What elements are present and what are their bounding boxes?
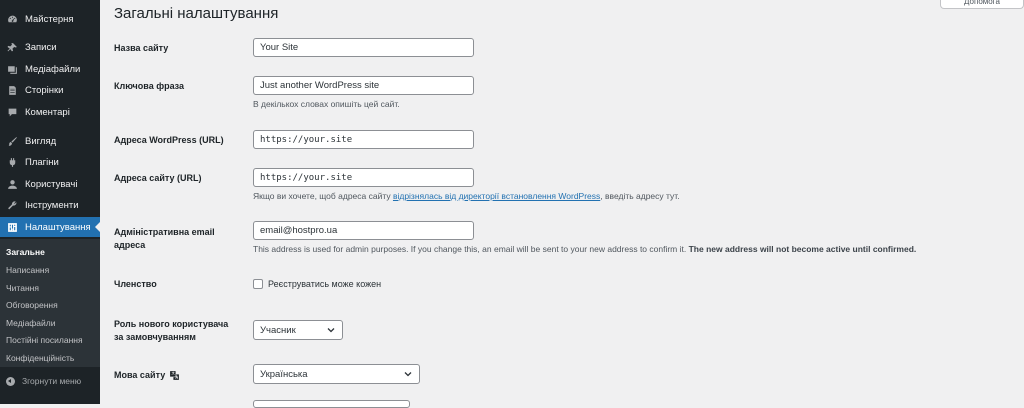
language-select[interactable] [253,364,420,384]
site-url-label: Адреса сайту (URL) [114,173,202,183]
page-title: Загальні налаштування [114,5,279,22]
sidebar-item-comments[interactable] [0,102,100,122]
site-title-label: Назва сайту [114,43,169,53]
tagline-input[interactable] [253,76,474,95]
site-url-input[interactable] [253,168,474,187]
admin-email-description [253,244,916,254]
sidebar-item-media[interactable] [0,59,100,79]
site-title-input[interactable] [253,38,474,57]
timezone-select-partial[interactable] [253,400,410,408]
admin-email-label-line2: адреса [114,240,146,250]
sidebar-item-pages[interactable] [0,80,100,100]
media-icon [6,63,18,75]
submenu-item-reading[interactable]: Читання [6,283,39,293]
admin-sidebar [0,0,100,404]
comment-icon [6,106,18,118]
sidebar-item-label: Записи [25,41,57,53]
default-role-label [114,318,228,344]
membership-checkbox-label[interactable]: Реєструватись може кожен [268,279,382,289]
help-tab-button[interactable] [940,0,1024,9]
membership-label: Членство [114,279,157,289]
user-icon [6,178,18,190]
collapse-menu-button[interactable] [6,376,81,386]
plug-icon [6,156,18,168]
sidebar-item-settings[interactable] [0,217,100,237]
submenu-item-privacy[interactable]: Конфіденційність [6,353,75,363]
sidebar-item-label: Інструменти [25,199,79,211]
sidebar-item-label: Вигляд [25,135,57,147]
admin-email-desc-text: This address is used for admin purposes. If you change this, an email will be sent to your new address to confirm it. [253,244,689,254]
help-tab-label: Допомога [964,0,1000,6]
tagline-description: В декількох словах опишіть цей сайт. [253,99,400,109]
admin-email-label-line1: Адміністративна email [114,227,215,237]
site-url-desc-link[interactable]: відрізнялась від директорії встановлення WordPress [392,191,601,201]
membership-checkbox[interactable] [253,279,263,289]
sidebar-item-label: Плагіни [25,156,59,168]
sidebar-item-label: Коментарі [25,106,70,118]
sidebar-item-label: Налаштування [25,221,91,233]
site-url-description [253,191,680,201]
sidebar-item-posts[interactable] [0,37,100,57]
page-icon [6,84,18,96]
default-role-value: Учасник [260,324,296,336]
settings-submenu [0,239,100,367]
submenu-item-permalinks[interactable]: Постійні посилання [6,335,83,345]
current-menu-arrow [95,222,100,232]
sidebar-item-tools[interactable] [0,195,100,215]
language-label [114,369,180,382]
brush-icon [6,135,18,147]
sidebar-item-label: Користувачі [25,178,78,190]
language-label-text: Мова сайту [114,370,166,380]
sidebar-item-users[interactable] [0,174,100,194]
dashboard-icon [6,13,18,25]
sidebar-item-label: Майстерня [25,13,74,25]
submenu-item-discussion[interactable]: Обговорення [6,300,58,310]
sidebar-item-plugins[interactable] [0,152,100,172]
submenu-item-general[interactable]: Загальне [6,247,45,257]
site-url-desc-after: , введіть адресу тут. [600,191,680,201]
chevron-down-icon [403,369,413,379]
sidebar-item-dashboard[interactable] [0,9,100,29]
default-role-select[interactable] [253,320,343,340]
default-role-label-line2: за замовчуванням [114,332,196,342]
submenu-item-writing[interactable]: Написання [6,265,50,275]
sidebar-item-label: Сторінки [25,84,64,96]
translation-icon [169,370,180,381]
sidebar-item-label: Медіафайли [25,63,81,75]
tagline-label: Ключова фраза [114,81,185,91]
collapse-icon [6,377,15,386]
pin-icon [6,41,18,53]
collapse-menu-label: Згорнути меню [22,376,82,386]
sidebar-item-appearance[interactable] [0,131,100,151]
chevron-down-icon [326,325,336,335]
wrench-icon [6,199,18,211]
submenu-item-media[interactable]: Медіафайли [6,318,56,328]
site-url-desc-before: Якщо ви хочете, щоб адреса сайту [253,191,393,201]
settings-icon [6,221,18,233]
language-value: Українська [260,368,308,380]
admin-email-input[interactable] [253,221,474,240]
wp-url-input[interactable] [253,130,474,149]
admin-email-label [114,226,215,252]
default-role-label-line1: Роль нового користувача [114,319,229,329]
wp-url-label: Адреса WordPress (URL) [114,135,224,145]
admin-email-desc-bold: The new address will not become active until confirmed. [688,244,917,254]
